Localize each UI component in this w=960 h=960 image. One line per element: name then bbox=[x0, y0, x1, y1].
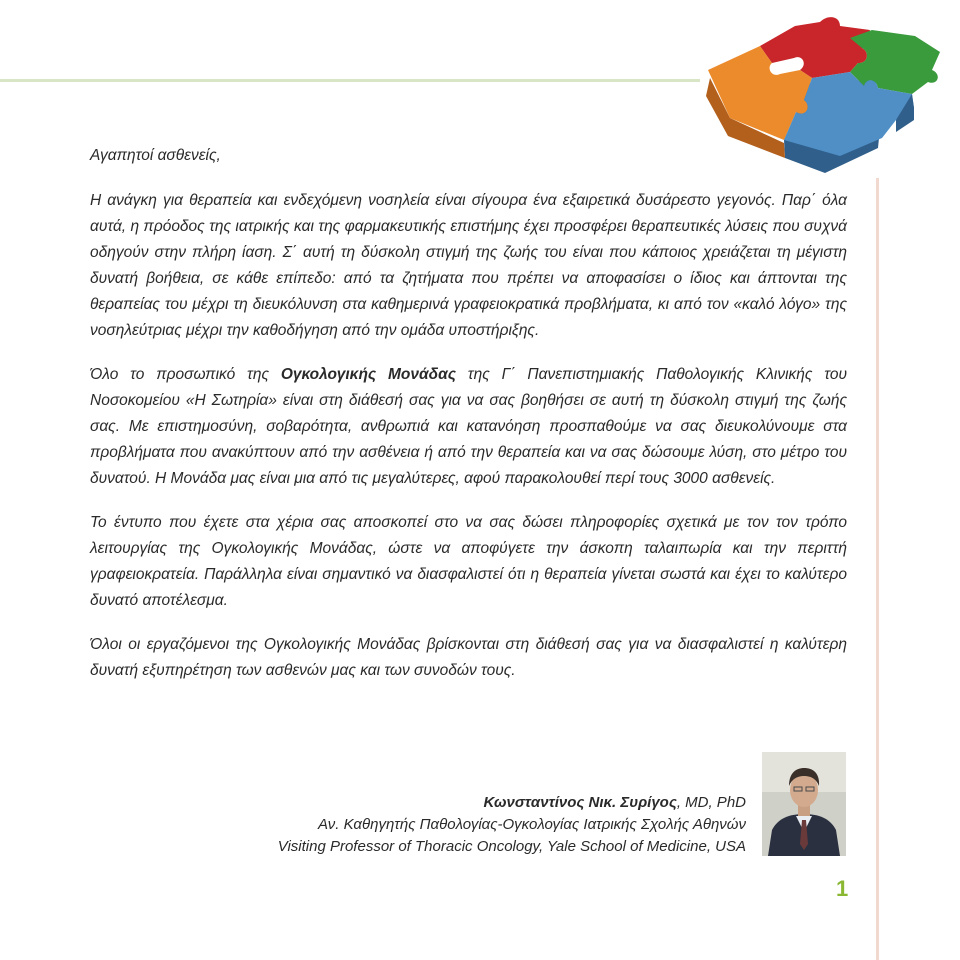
signature-name-line bbox=[278, 792, 746, 814]
signature-title-greek: Αν. Καθηγητής Παθολογίας-Ογκολογίας Ιατρικής Σχολής Αθηνών bbox=[318, 816, 746, 833]
paragraph-closing: Όλοι οι εργαζόμενοι της Ογκολογικής Μονάδας βρίσκονται στη διάθεσή σας για να διασφαλιστεί η καλύτερη δυνατή εξυπηρέτηση των ασθενών μας και των συνοδών τους. bbox=[90, 636, 847, 679]
signature-block bbox=[278, 792, 746, 858]
paragraph-staff bbox=[90, 362, 847, 492]
signature-title-english: Visiting Professor of Thoracic Oncology, Yale School of Medicine, USA bbox=[277, 838, 746, 855]
side-divider-line bbox=[876, 178, 879, 960]
unit-name-bold: Ογκολογικής Μονάδας bbox=[280, 366, 456, 383]
paragraph-brochure: Το έντυπο που έχετε στα χέρια σας αποσκοπεί στο να σας δώσει πληροφορίες σχετικά με τον τον τρόπο λειτουργίας της Ογκολογικής Μονάδας, ώστε να αποφύγετε την άσκοπη ταλαιπωρία και την περιττή γραφειοκρατεία. Παράλληλα είναι σημαντικό να διασφαλιστεί ότι η θεραπεία γίνεται σωστά και έχει το καλύτερο δυνατό αποτέλεσμα. bbox=[90, 514, 847, 609]
puzzle-piece-green bbox=[850, 30, 940, 94]
paragraph-staff-start: Όλο το προσωπικό της bbox=[90, 366, 281, 383]
portrait-illustration bbox=[762, 752, 846, 856]
author-portrait-photo bbox=[762, 752, 846, 856]
signature-name: Κωνσταντίνος Νικ. Συρίγος bbox=[483, 794, 677, 811]
letter-body bbox=[90, 143, 847, 702]
signature-credentials: , MD, PhD bbox=[676, 794, 746, 811]
page-number: 1 bbox=[836, 876, 849, 901]
paragraph-intro: Η ανάγκη για θεραπεία και ενδεχόμενη νοσηλεία είναι σίγουρα ένα εξαιρετικά δυσάρεστο γεγονός. Παρ΄ όλα αυτά, η πρόοδος της ιατρικής και της φαρμακευτικής επιστήμης έχει προσφέρει θεραπευτικές λύσεις που συχνά οδηγούν στην πλήρη ίαση. Σ΄ αυτή τη δύσκολη στιγμή της ζωής του είναι που κάποιος χρειάζεται τη μέγιστη δυνατή βοήθεια, σε κάθε επίπεδο: από τα ζητήματα που πρέπει να αποφασίσει ο ίδιος και άπτονται της θεραπείας του μέχρι τη διευκόλυνση στα καθημερινά γραφειοκρατικά προβλήματα, κι από τον «καλό λόγο» της νοσηλεύτριας μέχρι την καθοδήγηση από την ομάδα υποστήριξης. bbox=[90, 192, 847, 339]
greeting: Αγαπητοί ασθενείς, bbox=[90, 147, 221, 164]
paragraph-staff-end: της Γ΄ Πανεπιστημιακής Παθολογικής Κλινικής του Νοσοκομείου «Η Σωτηρία» είναι στη διάθεσή σας για να σας βοηθήσει σε αυτή τη δύσκολη στιγμή της ζωής σας. Με επιστημοσύνη, σοβαρότητα, ανθρωπιά και κατανόηση προσπαθούμε να σας διευκολύνουμε στα προβλήματα που ανακύπτουν από την ασθένεια ή από την θεραπεία και να σας δώσουμε λύση, στο μέτρο του δυνατού. Η Μονάδα μας είναι μια από τις μεγαλύτερες, αφού παρακολουθεί περί τους 3000 ασθενείς. bbox=[90, 366, 847, 487]
top-divider-line bbox=[0, 79, 700, 82]
